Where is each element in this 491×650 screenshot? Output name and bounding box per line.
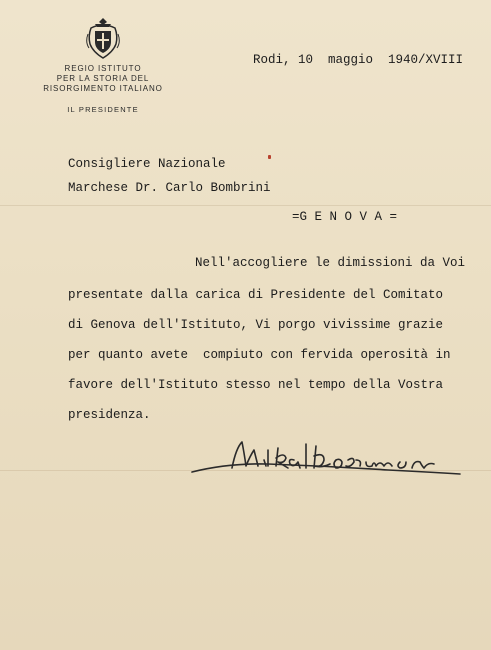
body-line: Nell'accogliere le dimissioni da Voi (195, 256, 466, 270)
recipient-title: Consigliere Nazionale (68, 157, 226, 171)
ink-mark (268, 155, 271, 159)
recipient-name: Marchese Dr. Carlo Bombrini (68, 181, 271, 195)
signature (188, 430, 468, 500)
letterhead (28, 16, 178, 114)
body-line: presidenza. (68, 408, 151, 422)
paper-fold-line (0, 205, 491, 206)
date-line: Rodi, 10 maggio 1940/XVIII (253, 53, 464, 67)
institute-name-line-3: RISORGIMENTO ITALIANO (43, 84, 163, 93)
institute-name-line-1: REGIO ISTITUTO (64, 64, 142, 73)
body-line: di Genova dell'Istituto, Vi porgo vivissime grazie (68, 318, 444, 332)
body-line: presentate dalla carica di Presidente del Comitato (68, 288, 444, 302)
body-line: favore dell'Istituto stesso nel tempo della Vostra (68, 378, 444, 392)
coat-of-arms-icon (85, 16, 121, 60)
institute-name-line-2: PER LA STORIA DEL (56, 74, 150, 83)
body-line: per quanto avete compiuto con fervida operosità in (68, 348, 451, 362)
president-title: IL PRESIDENTE (67, 105, 139, 114)
recipient-city: =G E N O V A = (292, 210, 398, 224)
